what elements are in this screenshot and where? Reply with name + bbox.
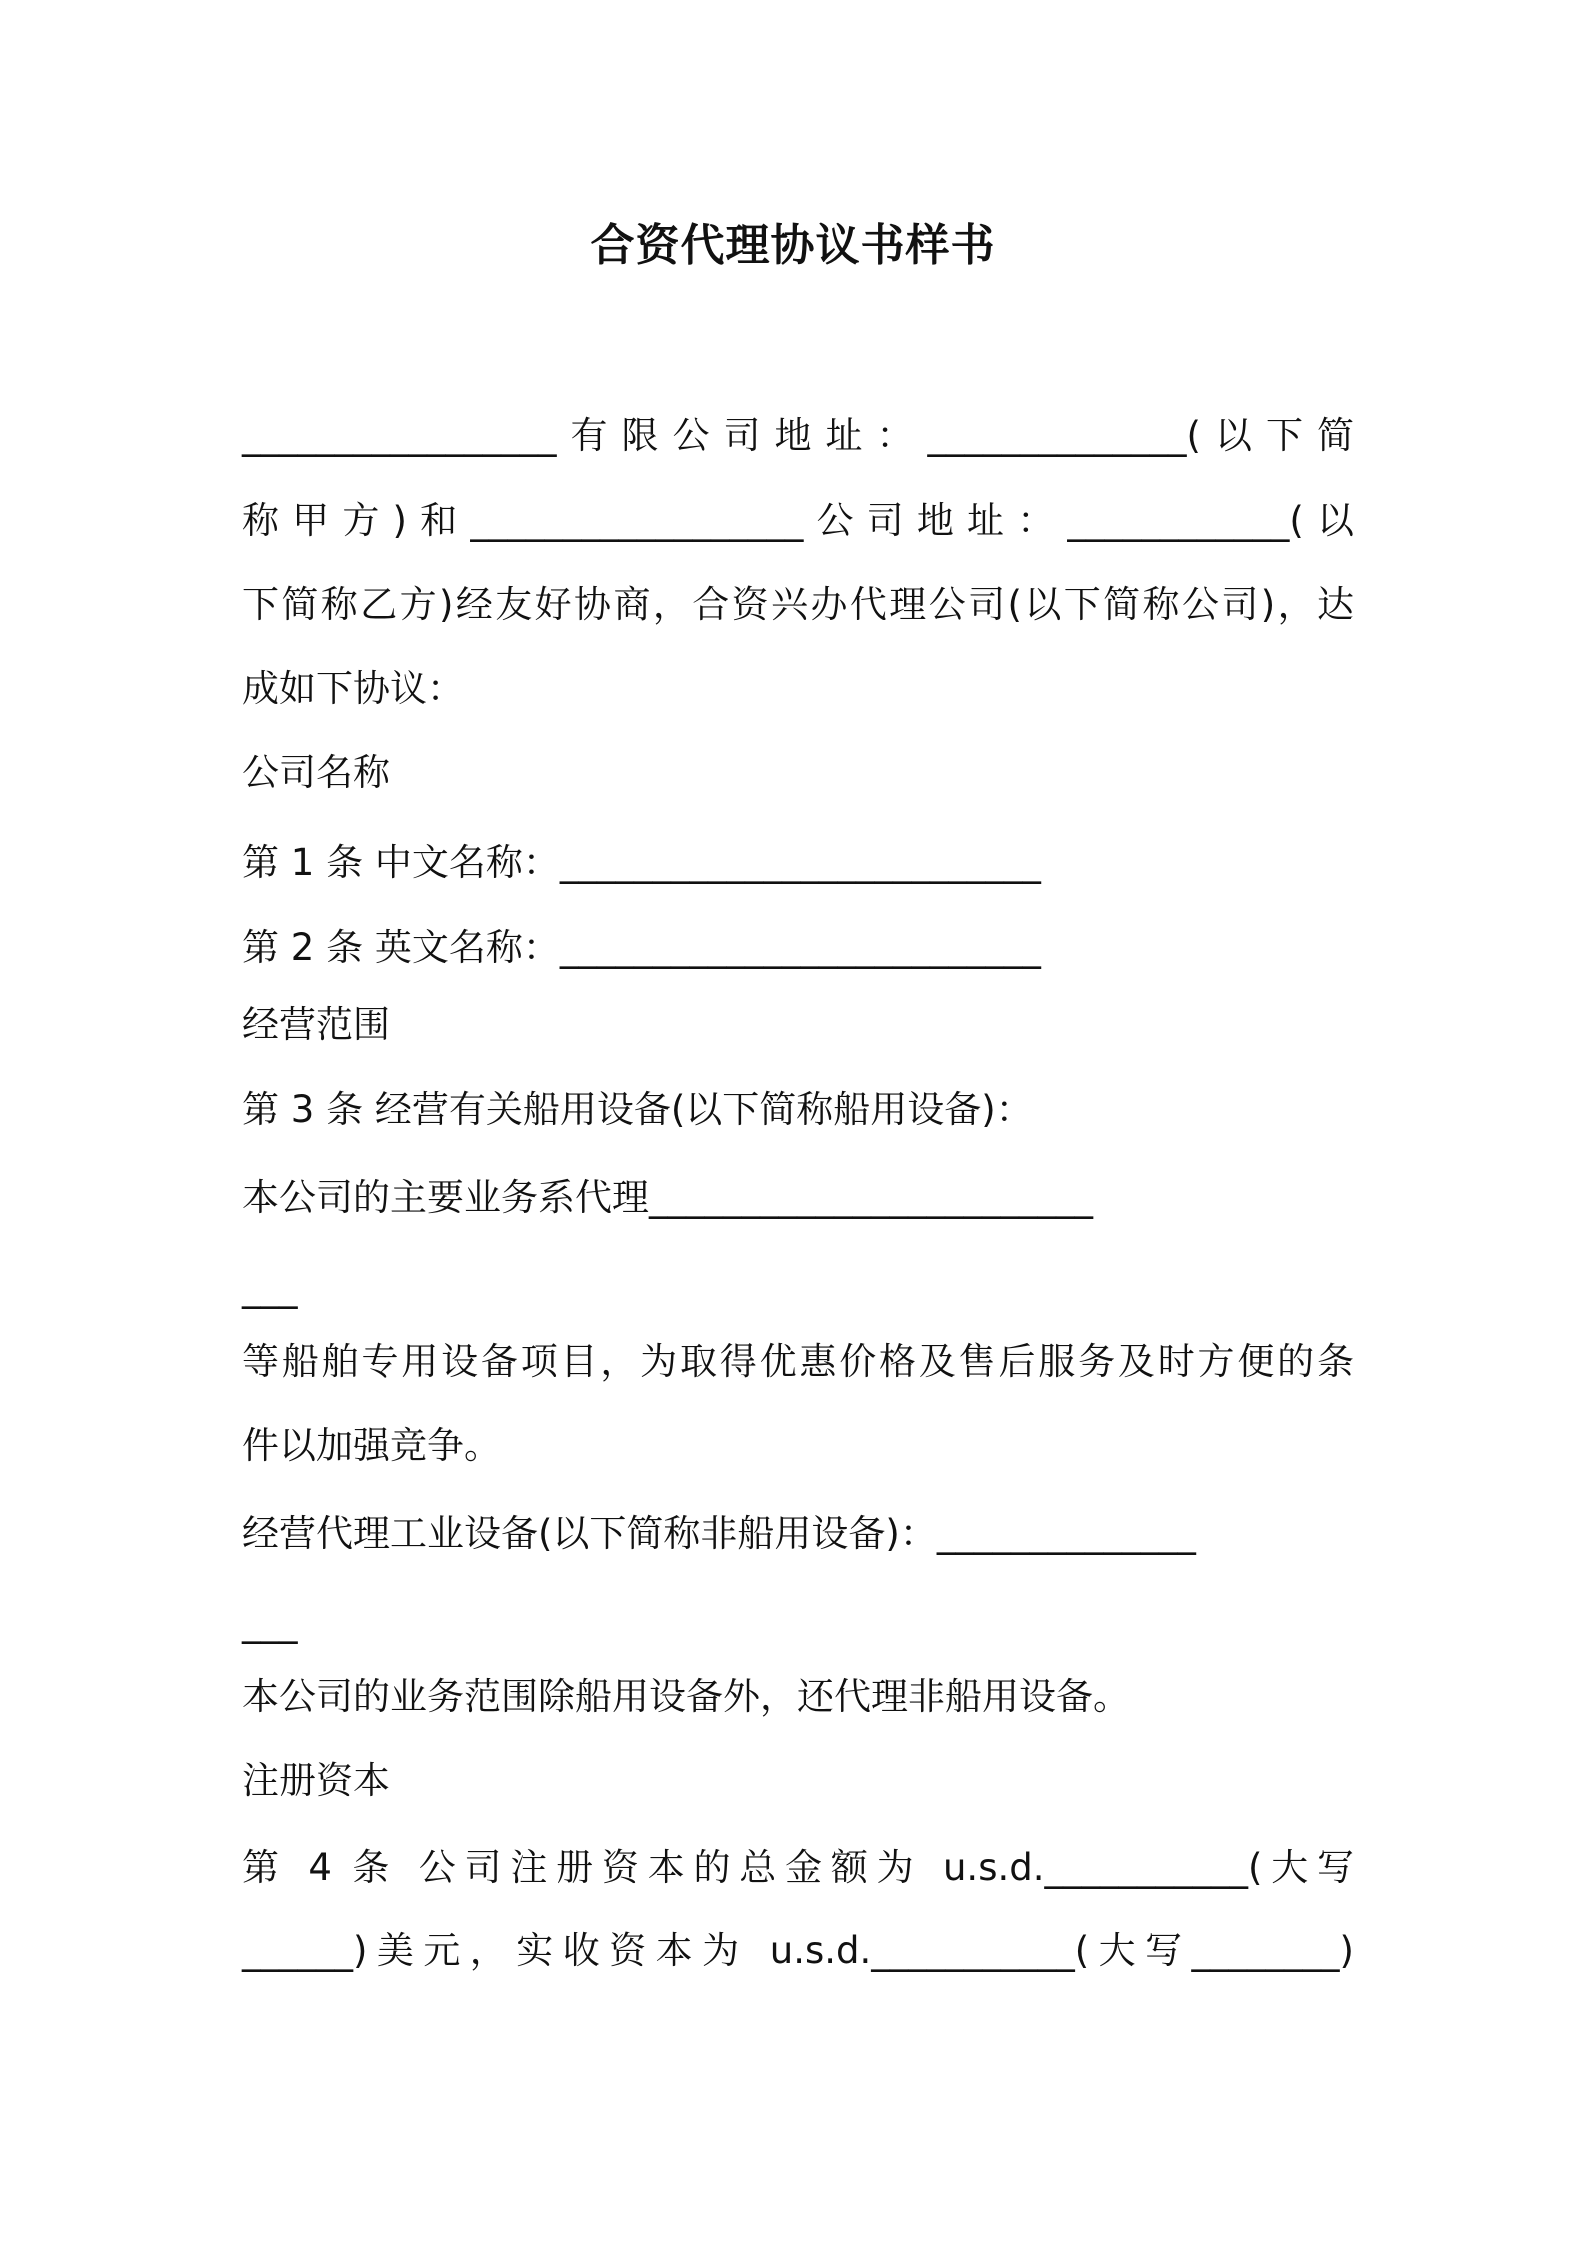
industrial-equipment-line: 经营代理工业设备(以下简称非船用设备)：______________: [242, 1512, 1196, 1555]
party-b-line: 称甲方)和__________________公司地址：____________(以: [242, 499, 1354, 542]
marine-equipment-desc-end: 件以加强竞争。: [242, 1424, 501, 1467]
industrial-equipment-blank: ___: [242, 1601, 298, 1644]
agreement-intro-end: 成如下协议：: [242, 667, 464, 710]
article-2-english-name: 第 2 条 英文名称：__________________________: [242, 926, 1041, 969]
business-scope-note: 本公司的业务范围除船用设备外，还代理非船用设备。: [242, 1675, 1130, 1718]
article-4-capital-cont: ______)美元，实收资本为 u.s.d.___________(大写________): [242, 1929, 1354, 1972]
agreement-intro-line: 下简称乙方)经友好协商，合资兴办代理公司(以下简称公司)，达: [242, 583, 1354, 626]
article-1-chinese-name: 第 1 条 中文名称：__________________________: [242, 841, 1041, 884]
main-business-line: 本公司的主要业务系代理________________________: [242, 1176, 1093, 1219]
section-heading-registered-capital: 注册资本: [242, 1759, 390, 1802]
party-a-line: _________________有限公司地址：______________(以下简: [242, 414, 1354, 457]
article-4-capital: 第 4 条 公司注册资本的总金额为 u.s.d.___________(大写: [242, 1846, 1354, 1889]
section-heading-company-name: 公司名称: [242, 751, 390, 794]
article-3-marine-equipment: 第 3 条 经营有关船用设备(以下简称船用设备)：: [242, 1088, 1033, 1131]
section-heading-business-scope: 经营范围: [242, 1003, 390, 1046]
document-title: 合资代理协议书样书: [590, 220, 996, 271]
marine-equipment-desc: 等船舶专用设备项目，为取得优惠价格及售后服务及时方便的条: [242, 1340, 1354, 1383]
main-business-blank: ___: [242, 1266, 298, 1309]
